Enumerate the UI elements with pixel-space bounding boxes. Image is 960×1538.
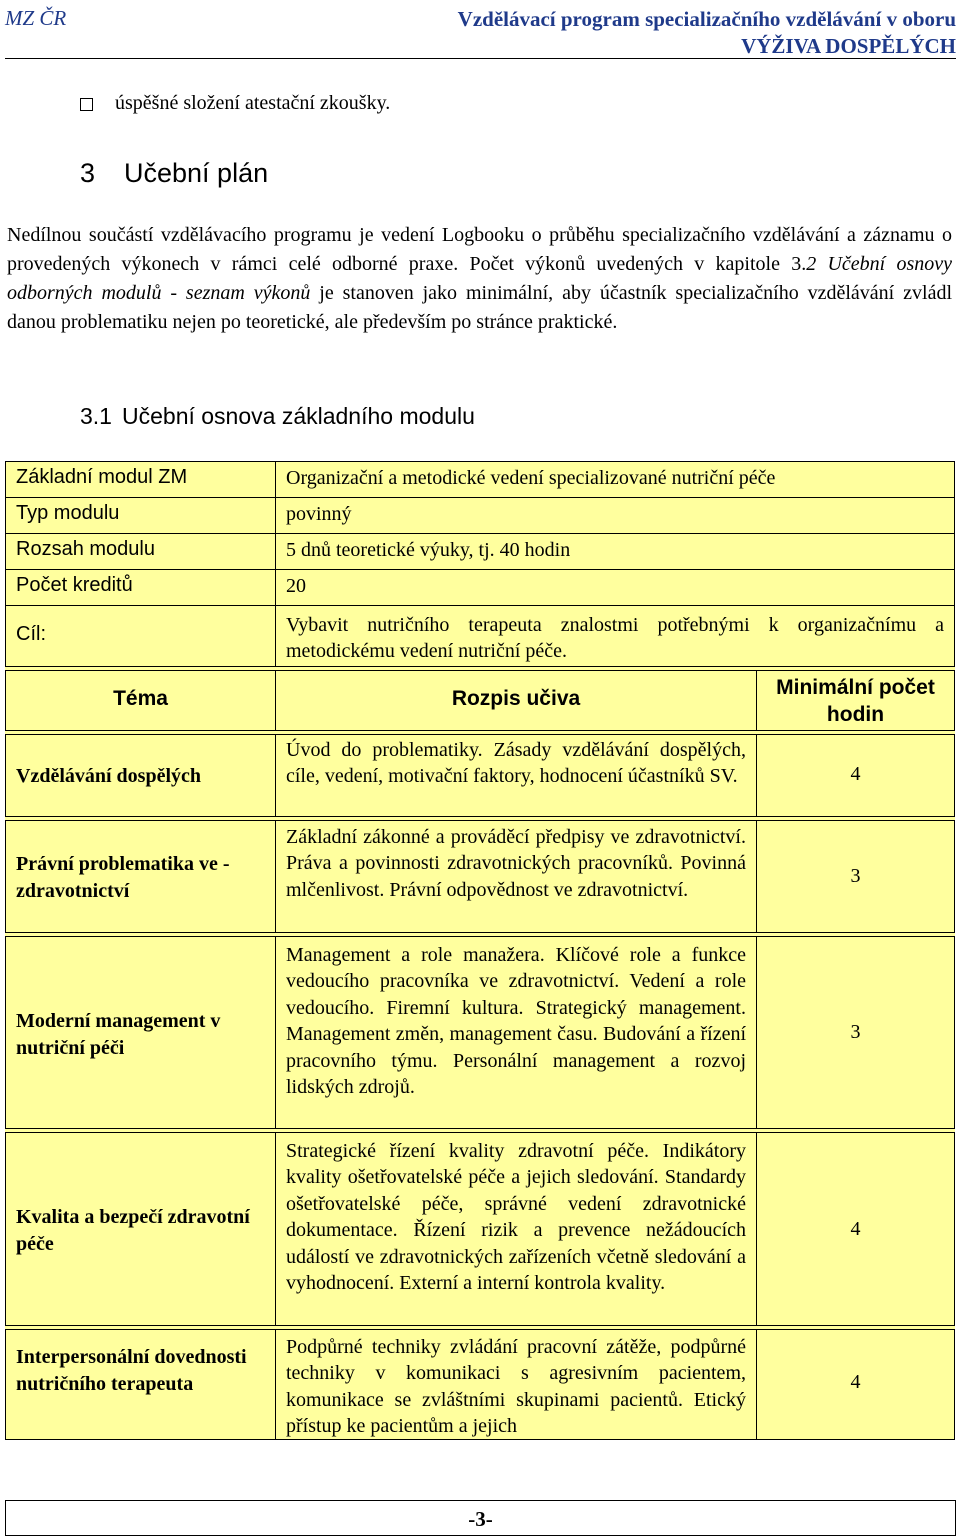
module-table	[5, 461, 955, 1440]
section-heading	[80, 158, 268, 189]
hours-cell: 4	[756, 1329, 955, 1440]
topic-cell: Moderní management v nutriční péči	[5, 936, 276, 1129]
content-cell: Strategické řízení kvality zdravotní péče. Indikátory kvality ošetřovatelské péče a jejich sledování. Standardy ošetřovatelské péče, správné vedení zdravotnické dokumentace. Řízení rizik a prevence nežádoucích událostí ve zdravotnických zařízeních včetně sledování a vyhodnocení. Externí a interní kontrola kvality.	[275, 1132, 757, 1326]
hours-cell: 4	[756, 1132, 955, 1326]
header-right-line2: VÝŽIVA DOSPĚLÝCH	[741, 34, 956, 58]
bullet-item	[80, 92, 390, 115]
topic-cell: Právní problematika ve -zdravotnictví	[5, 820, 276, 933]
hours-cell: 3	[756, 936, 955, 1129]
info-label-type: Typ modulu	[5, 497, 276, 534]
info-value-goal: Vybavit nutričního terapeuta znalostmi potřebnými k organizačnímu a metodickému vedení nutriční péče.	[275, 605, 955, 667]
info-label-scope: Rozsah modulu	[5, 533, 276, 570]
info-value-scope: 5 dnů teoretické výuky, tj. 40 hodin	[275, 533, 955, 570]
header-right-line1: Vzdělávací program specializačního vzdělávání v oboru	[457, 7, 956, 31]
hours-cell: 3	[756, 820, 955, 933]
topic-cell: Interpersonální dovednosti nutričního terapeuta	[5, 1329, 276, 1440]
info-value-type: povinný	[275, 497, 955, 534]
content-cell: Podpůrné techniky zvládání pracovní zátěže, podpůrné techniky v komunikaci s agresivním pacientem, komunikace se zvláštními skupinami pacientů. Etický přístup ke pacientům a jejich	[275, 1329, 757, 1440]
section-number: 3	[80, 158, 96, 188]
hours-cell: 4	[756, 734, 955, 817]
section-title: Učební plán	[124, 158, 269, 188]
bullet-text: úspěšné složení atestační zkoušky.	[115, 92, 391, 114]
subsection-title: Učební osnova základního modulu	[122, 403, 475, 429]
content-cell: Management a role manažera. Klíčové role a funkce vedoucího pracovníka ve zdravotnictví. Vedení a role vedoucího. Firemní kultura. Strategický management. Management změn, management času. Budování a řízení pracovního týmu. Personální management a rozvoj lidských zdrojů.	[275, 936, 757, 1129]
header-left: MZ ČR	[5, 6, 67, 30]
col-header-hours: Minimální počet hodin	[756, 670, 955, 731]
checkbox-bullet-icon	[80, 98, 93, 111]
intro-paragraph	[7, 221, 952, 337]
topic-cell: Kvalita a bezpečí zdravotní péče	[5, 1132, 276, 1326]
col-header-topic: Téma	[5, 670, 276, 731]
content-cell: Úvod do problematiky. Zásady vzdělávání dospělých, cíle, vedení, motivační faktory, hodnocení účastníků SV.	[275, 734, 757, 817]
subsection-heading	[80, 403, 475, 430]
info-value-module: Organizační a metodické vedení specializované nutriční péče	[275, 461, 955, 498]
page-number: -3-	[5, 1500, 956, 1536]
info-label-goal: Cíl:	[5, 605, 276, 667]
content-cell: Základní zákonné a prováděcí předpisy ve zdravotnictví. Práva a povinnosti zdravotnických pracovníků. Povinná mlčenlivost. Právní odpovědnost ve zdravotnictví.	[275, 820, 757, 933]
page-header	[5, 4, 956, 59]
info-label-module: Základní modul ZM	[5, 461, 276, 498]
paragraph-part3: je stanoven jako minimální, aby účastník specializačního vzdělávání zvládl danou problematiku nejen po teoretické, ale především po stránce praktické.	[7, 282, 953, 333]
paragraph-part2: 2 Učební osnovy odborných modulů - seznam výkonů	[7, 253, 952, 304]
info-value-credits: 20	[275, 569, 955, 606]
topic-cell: Vzdělávání dospělých	[5, 734, 276, 817]
info-label-credits: Počet kreditů	[5, 569, 276, 606]
col-header-content: Rozpis učiva	[275, 670, 757, 731]
header-right	[458, 6, 956, 60]
subsection-number: 3.1	[80, 403, 112, 429]
paragraph-part1: Nedílnou součástí vzdělávacího programu je vedení Logbooku o průběhu specializačního vzdělávání a záznamu o provedených výkonech v rámci celé odborné praxe. Počet výkonů uvedených v kapitole 3.	[7, 224, 952, 275]
